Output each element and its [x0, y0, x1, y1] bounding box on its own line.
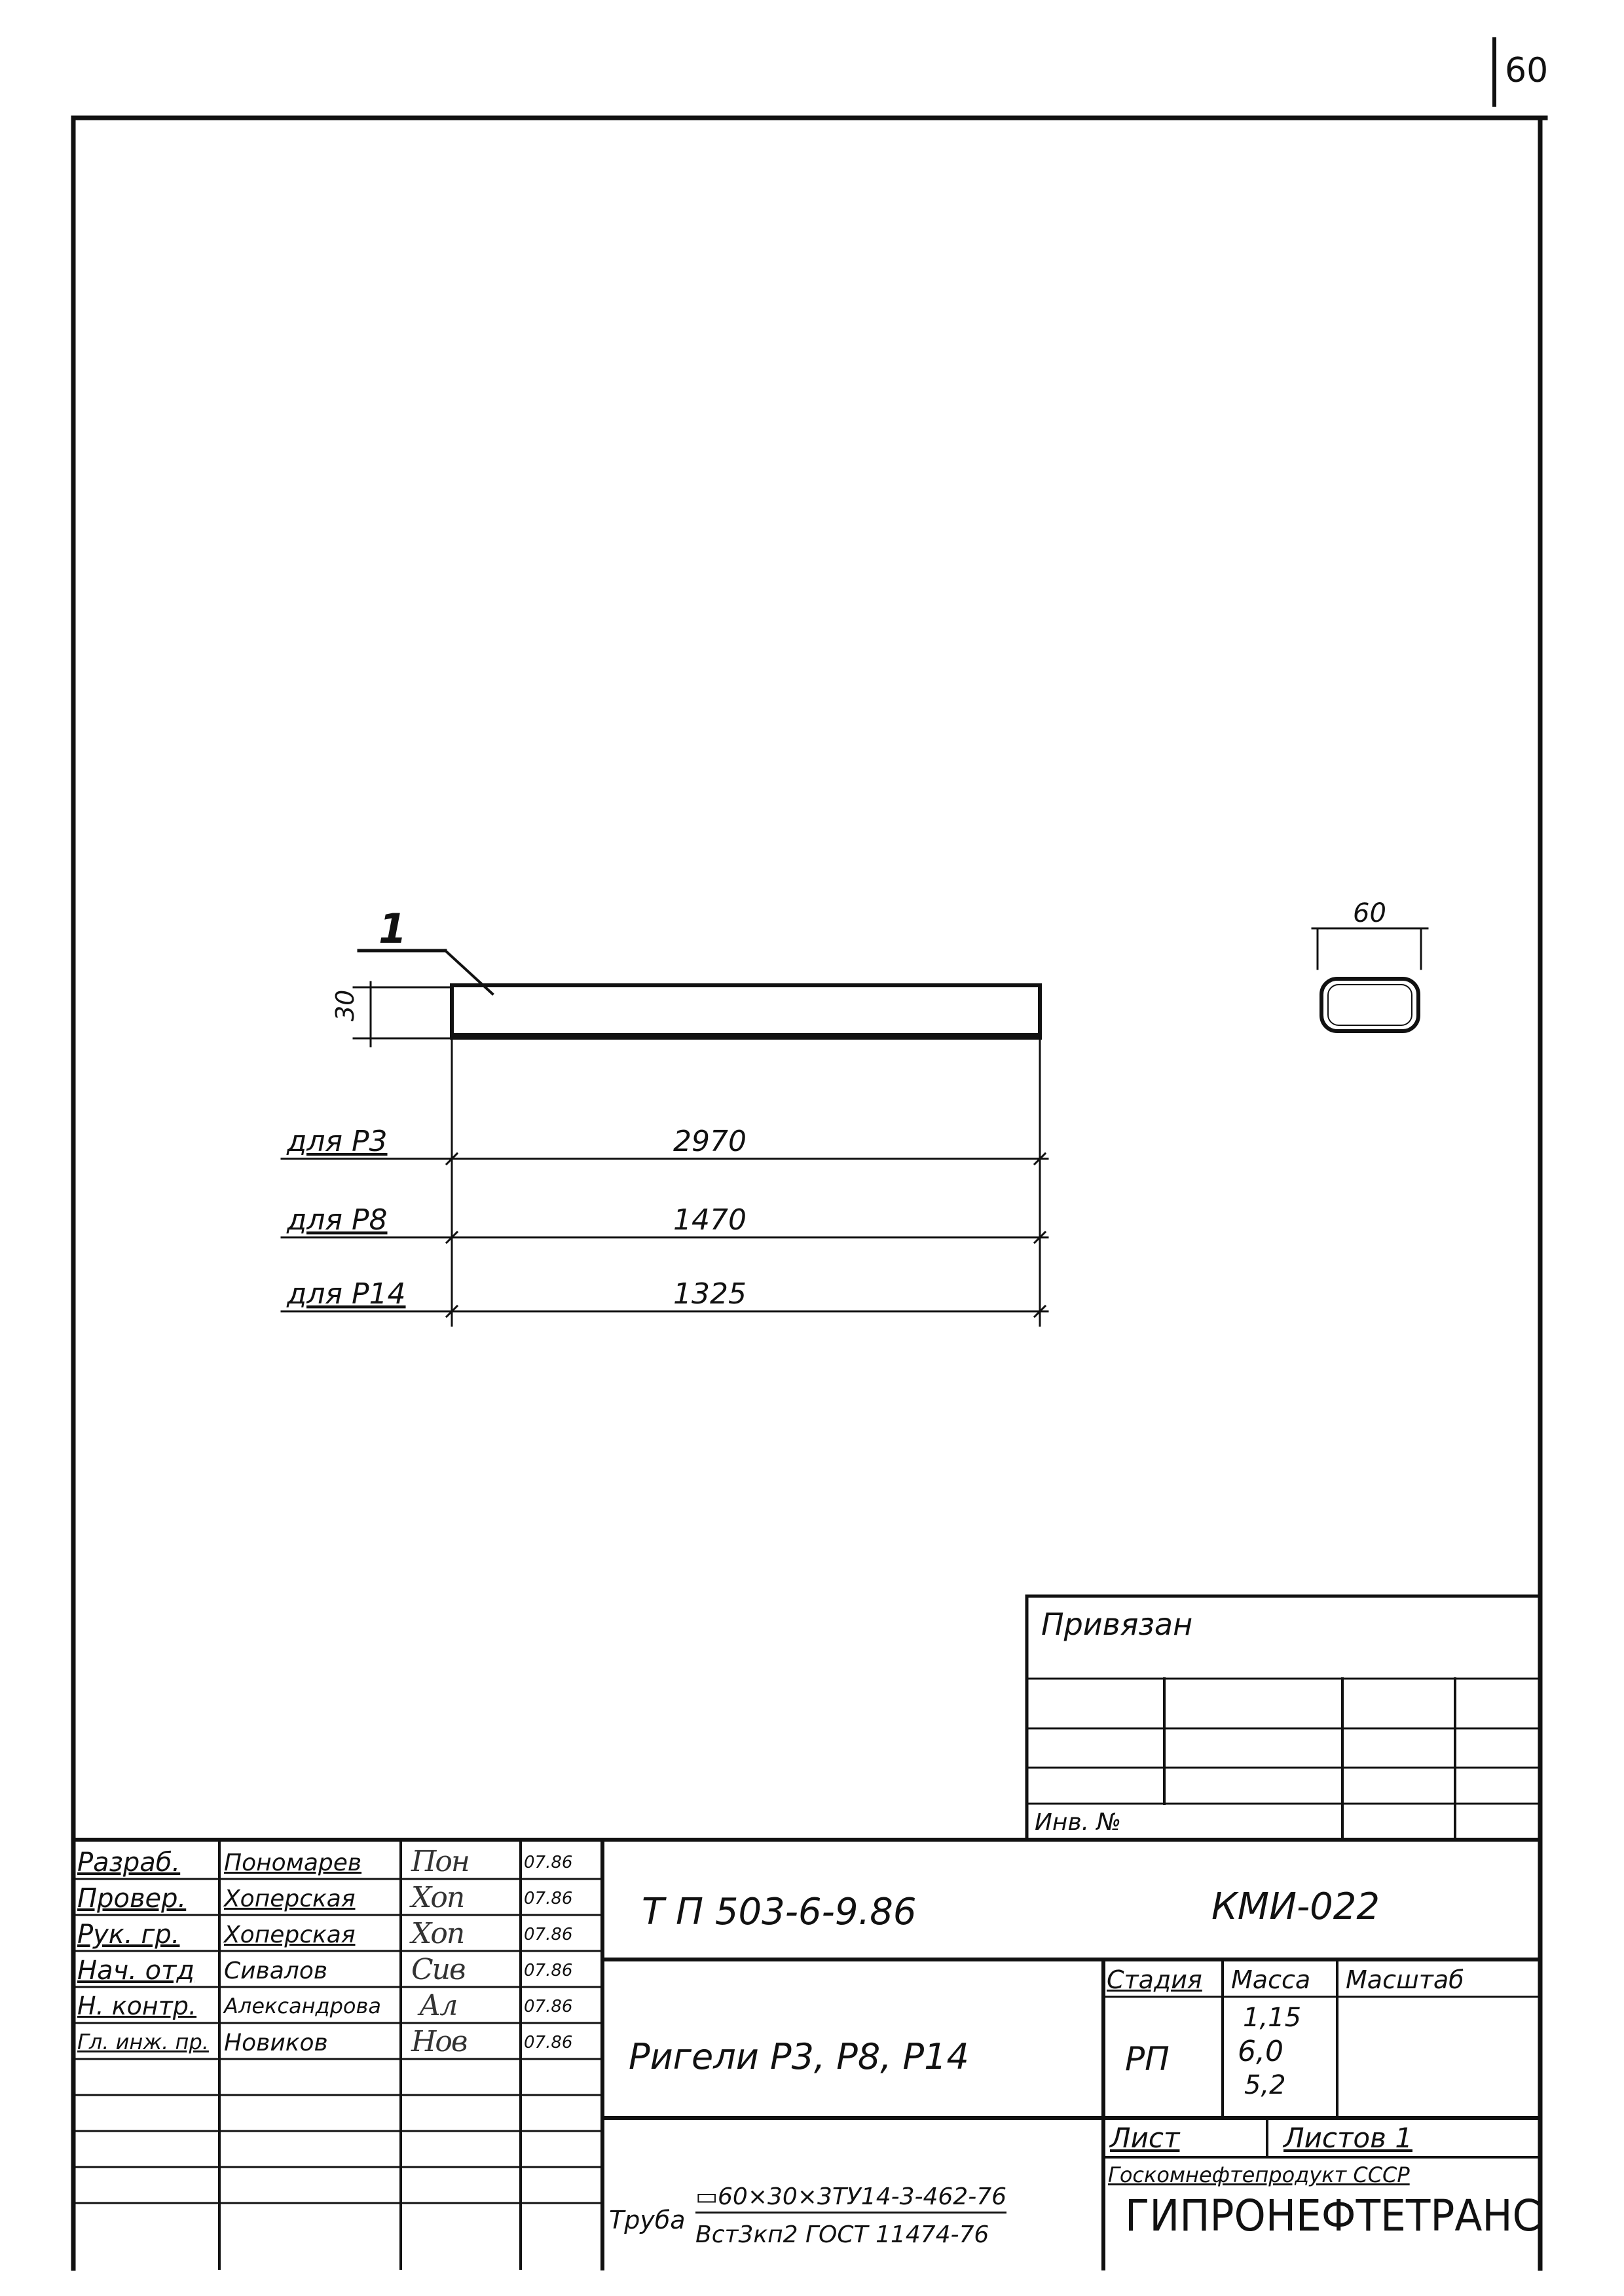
- sign-date: 07.86: [524, 1853, 573, 1872]
- signature: Сив: [411, 1953, 465, 1986]
- row-length-p8: 1470: [673, 1203, 747, 1237]
- person-name: Хоперская: [224, 1886, 356, 1912]
- stage-value: РП: [1125, 2040, 1170, 2078]
- ministry-name: Госкомнефтепродукт СССР: [1108, 2162, 1410, 2187]
- page-number: 60: [1505, 51, 1549, 90]
- role-label: Гл. инж. пр.: [77, 2030, 209, 2054]
- person-name: Пономарев: [224, 1850, 362, 1876]
- material-spec-bottom: Вст3кп2 ГОСТ 11474-76: [695, 2221, 989, 2248]
- mass-header: Масса: [1231, 1965, 1311, 1994]
- sheets-count-label: Листов 1: [1283, 2122, 1412, 2154]
- role-label: Разраб.: [77, 1848, 181, 1878]
- role-label: Рук. гр.: [77, 1920, 180, 1950]
- sign-date: 07.86: [524, 2033, 573, 2052]
- height-dimension: 30: [331, 989, 360, 1021]
- mass-value-p3: 1,15: [1243, 2003, 1302, 2033]
- mass-value-p8: 6,0: [1238, 2035, 1283, 2068]
- section-width-dimension: 60: [1353, 898, 1386, 928]
- material-spec-top: ▭60×30×3ТУ14-3-462-76: [695, 2185, 1006, 2214]
- inventory-number-label: Инв. №: [1035, 1809, 1122, 1836]
- mass-value-p14: 5,2: [1244, 2070, 1286, 2100]
- organization-name: ГИПРОНЕФТЕТРАНС: [1125, 2191, 1541, 2241]
- signature: Хоп: [411, 1881, 464, 1914]
- row-length-p3: 2970: [673, 1125, 747, 1158]
- position-callout: 1: [378, 905, 407, 953]
- sign-date: 07.86: [524, 1997, 573, 2016]
- item-title: Ригели Р3, Р8, Р14: [629, 2036, 969, 2077]
- project-code: Т П 503-6-9.86: [642, 1891, 917, 1933]
- signature: Ал: [419, 1989, 457, 2022]
- sign-date: 07.86: [524, 1889, 573, 1908]
- role-label: Нач. отд: [77, 1956, 195, 1986]
- signature: Пон: [411, 1845, 469, 1878]
- row-length-p14: 1325: [673, 1277, 747, 1311]
- person-name: Сивалов: [224, 1958, 328, 1984]
- stage-header: Стадия: [1107, 1965, 1202, 1994]
- person-name: Новиков: [224, 2030, 328, 2056]
- sign-date: 07.86: [524, 1925, 573, 1944]
- binding-title: Привязан: [1041, 1607, 1193, 1642]
- material-prefix: Труба: [609, 2206, 686, 2234]
- signature: Нов: [411, 2025, 467, 2058]
- sheet-label: Лист: [1110, 2122, 1180, 2154]
- person-name: Хоперская: [224, 1922, 356, 1948]
- role-label: Н. контр.: [77, 1992, 197, 2020]
- row-label-p14: для Р14: [287, 1277, 406, 1311]
- role-label: Провер.: [77, 1884, 187, 1914]
- sign-date: 07.86: [524, 1961, 573, 1980]
- document-code: КМИ-022: [1211, 1886, 1380, 1928]
- row-label-p3: для Р3: [287, 1125, 388, 1158]
- person-name: Александрова: [224, 1994, 381, 2018]
- signature: Хоп: [411, 1917, 464, 1950]
- row-label-p8: для Р8: [287, 1203, 388, 1237]
- scale-header: Масштаб: [1346, 1965, 1464, 1994]
